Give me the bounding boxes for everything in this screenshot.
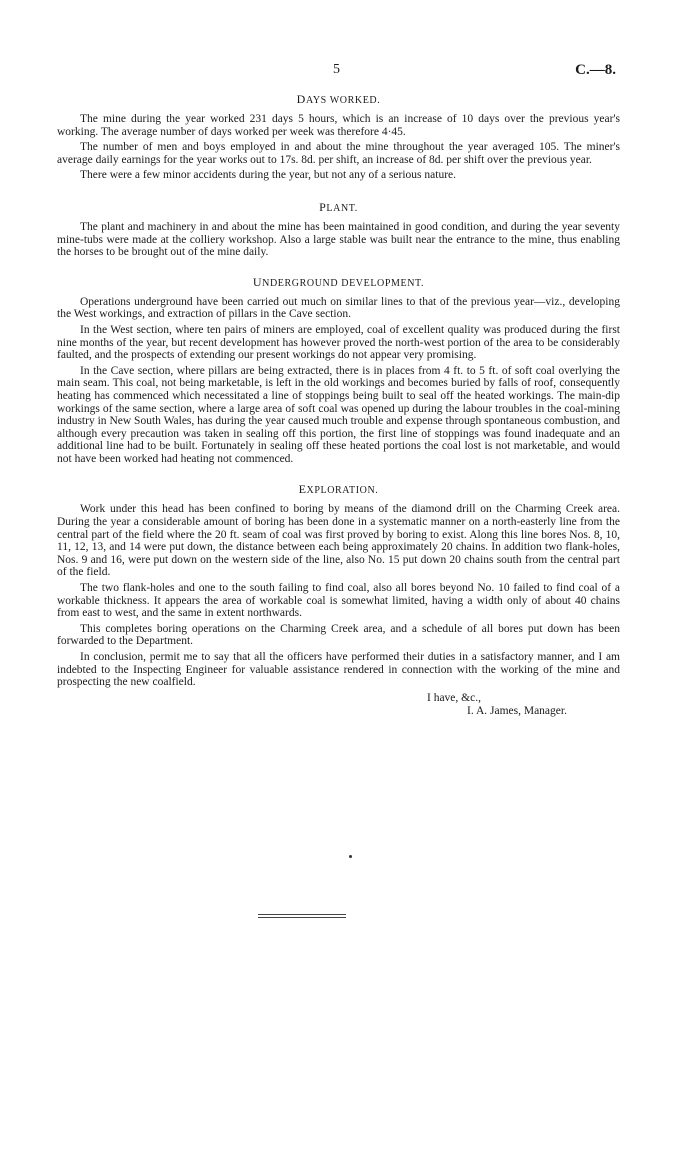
page-number: 5 [333, 62, 340, 77]
section-heading: PLANT. [319, 199, 358, 214]
paragraph: The plant and machinery in and about the mine has been maintained in good condition, and during the year seventy mine-tubs were made at the colliery workshop. Also a large stable was built near the entrance to the mine, thus enabling the horses to be brought out of the mine daily. [57, 220, 620, 259]
paragraph: The number of men and boys employed in and about the mine throughout the year averaged 105. The miner's average daily earnings for the year works out to 17s. 8d. per shift, an increase of 8d. per shift over the previous year. [57, 141, 620, 166]
report-body [57, 92, 620, 718]
rule-line [258, 914, 346, 915]
section-heading: DAYS WORKED. [296, 92, 381, 106]
paragraph: Work under this head has been confined to boring by means of the diamond drill on the Charming Creek area. During the year a considerable amount of boring has been done in a systematic manner on a north-easterly line from the central part of the field where the 20 ft. seam of coal was first proved by boring to exist. Along this line bores Nos. 8, 10, 11, 12, 13, and 14 were put down, the distance between each being approximately 20 chains. In addition two flank-holes, Nos. 9 and 16, were put down on the western side of the line, also No. 15 put down 20 chains south from the central part of the field. [57, 503, 620, 579]
paragraph: Operations underground have been carried out much on similar lines to that of the previous year—viz., developing the West workings, and extraction of pillars in the Cave section. [57, 295, 620, 321]
paragraph: In conclusion, permit me to say that all the officers have performed their duties in a satisfactory manner, and I am indebted to the Inspecting Engineer for valuable assistance rendered in connection with the working of the mine and prospecting the new coalfield. [57, 651, 620, 689]
paragraph: This completes boring operations on the Charming Creek area, and a schedule of all bores put down has been forwarded to the Department. [57, 622, 620, 648]
page-header [0, 62, 700, 82]
salutation: I have, &c., [427, 691, 481, 704]
signature: I. A. James, Manager. [467, 704, 567, 717]
section-plant [57, 200, 620, 259]
ink-dot [349, 855, 352, 858]
closing-block [57, 692, 620, 718]
paragraph: The two flank-holes and one to the south failing to find coal, also all bores beyond No. 10 failed to find coal of a workable thickness. It appears the area of workable coal is somewhat limited, having a width only of about 40 chains from east to west, and the same in extent northwards. [57, 582, 620, 620]
section-days-worked [57, 92, 620, 182]
document-reference: C.—8. [575, 62, 616, 78]
paragraph: In the Cave section, where pillars are being extracted, there is in places from 4 ft. to 5 ft. of soft coal overlying the main seam. This coal, not being marketable, is left in the old workings and becomes buried by falls of roof, consequently heating has commenced which necessitated a line of stoppings being built to seal off the heated workings. The main-dip workings of the same section, where a large area of soft coal was opened up during the labour troubles in the coal-mining industry in New South Wales, has during the year caused much trouble and expense through spontaneous combustion, and although every precaution was taken in sealing off this portion, the first line of stoppings was found inadequate and an additional line had to be built. Fortunately in sealing off these heated portions the coal lost is not marketable, and would not have been worked had heating not commenced. [57, 364, 620, 465]
paragraph: The mine during the year worked 231 days 5 hours, which is an increase of 10 days over the previous year's working. The average number of days worked per week was therefore 4·45. [57, 113, 620, 138]
section-exploration [57, 482, 620, 688]
section-heading: UNDERGROUND DEVELOPMENT. [252, 274, 425, 289]
section-underground-development [57, 275, 620, 466]
paragraph: In the West section, where ten pairs of miners are employed, coal of excellent quality was produced during the first nine months of the year, but recent development has however proved the north-west portion of the area to be considerably faulted, and the prospects of extending our present workings do not appear very promising. [57, 323, 620, 362]
rule-line [258, 917, 346, 918]
paragraph: There were a few minor accidents during the year, but not any of a serious nature. [80, 169, 457, 182]
section-heading: EXPLORATION. [298, 482, 379, 497]
footer-rule [258, 914, 346, 920]
